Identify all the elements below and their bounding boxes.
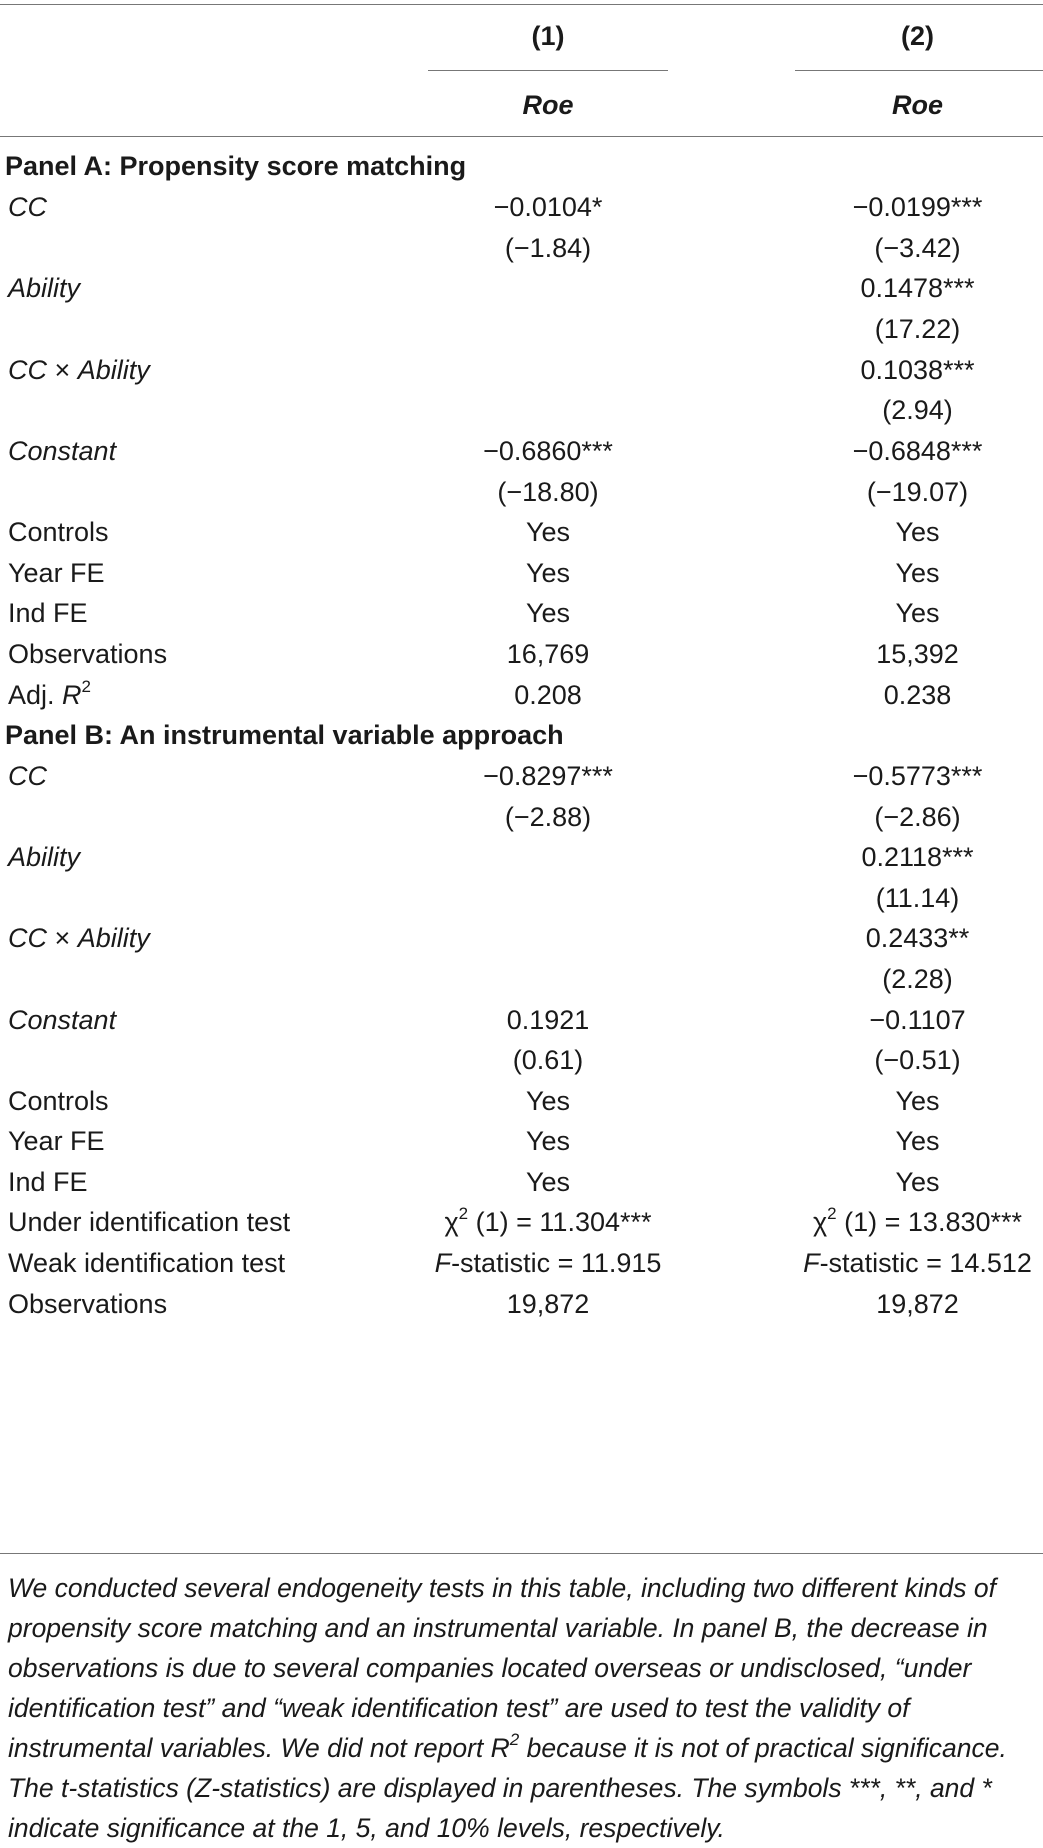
cell-col2: (−0.51) xyxy=(874,1045,961,1075)
chi-symbol: χ xyxy=(444,1207,459,1237)
label-part: CC xyxy=(8,923,47,953)
cell-col2: −0.1107 xyxy=(869,1005,966,1035)
row-label: Ind FE xyxy=(8,1167,88,1197)
chi-superscript: 2 xyxy=(458,1204,469,1223)
label-superscript: 2 xyxy=(81,677,91,696)
label-times: × xyxy=(47,355,78,385)
cell-col1: −0.0104* xyxy=(493,192,603,222)
row-label xyxy=(8,354,150,386)
row-label: CC xyxy=(8,192,47,222)
col2-variable: Roe xyxy=(891,90,943,120)
cell-col2: Yes xyxy=(895,1167,940,1197)
cell-col1: Yes xyxy=(525,1167,571,1197)
header-bottom-rule xyxy=(0,136,1043,137)
col1-number: (1) xyxy=(531,21,565,51)
row-label xyxy=(8,922,150,954)
row-label: Ind FE xyxy=(8,598,88,628)
cell-col2: (2.28) xyxy=(882,964,953,994)
row-label: Ability xyxy=(8,273,81,303)
cell-col1: Yes xyxy=(525,558,571,588)
cell-col1: 0.208 xyxy=(514,680,582,710)
row-label: Weak identification test xyxy=(8,1248,286,1278)
cell-col1: 16,769 xyxy=(506,639,590,669)
cell-col1: (0.61) xyxy=(512,1045,584,1075)
note-superscript: 2 xyxy=(509,1730,520,1750)
cell-col2: 19,872 xyxy=(876,1289,959,1319)
cell-col2: −0.0199*** xyxy=(852,192,983,222)
row-label: Under identification test xyxy=(8,1207,291,1237)
cell-col2: 0.2433** xyxy=(865,923,970,953)
row-label: Year FE xyxy=(8,558,105,588)
note-text: We conducted several endogeneity tests in this table, including two different kinds of propensity score matching and an instrumental variable. In panel B, the decrease in observations is due to several companies located overseas or undisclosed, “under identification test” and “weak identification test” are used to test the validity of instrumental variables. We did not report xyxy=(8,1573,996,1763)
cell-col2: (2.94) xyxy=(882,395,953,425)
cell-col2: (17.22) xyxy=(874,314,961,344)
chi-superscript: 2 xyxy=(827,1204,837,1223)
cell-col1: (−1.84) xyxy=(504,233,592,263)
f-value: -statistic = 11.915 xyxy=(451,1248,662,1278)
row-label: Constant xyxy=(8,1005,117,1035)
cell-col2: −0.5773*** xyxy=(852,761,983,791)
cell-col2: Yes xyxy=(895,517,940,547)
label-part: R xyxy=(62,680,82,710)
cell-col2: 15,392 xyxy=(876,639,959,669)
col2-header-rule xyxy=(795,70,1043,71)
label-part: Adj. xyxy=(8,680,63,710)
cell-col1: Yes xyxy=(525,1086,571,1116)
cell-col2: (11.14) xyxy=(875,883,960,913)
f-symbol: F xyxy=(803,1248,820,1278)
cell-col2: 0.2118*** xyxy=(861,842,974,872)
cell-col1: Yes xyxy=(525,517,571,547)
cell-col1 xyxy=(428,1247,668,1279)
cell-col1: Yes xyxy=(525,1126,571,1156)
row-label: Controls xyxy=(8,517,109,547)
row-label: Ability xyxy=(8,842,81,872)
cell-col1: −0.8297*** xyxy=(483,761,613,791)
col1-header-rule xyxy=(428,70,668,71)
panel-b-title: Panel B: An instrumental variable approach xyxy=(5,720,564,750)
cell-col2 xyxy=(795,1247,1040,1279)
cell-col1 xyxy=(428,1206,668,1238)
cell-col1: (−18.80) xyxy=(497,477,599,507)
cell-col1: Yes xyxy=(525,598,571,628)
row-label: Year FE xyxy=(8,1126,105,1156)
row-label: CC xyxy=(8,761,47,791)
chi-value: (1) = 11.304*** xyxy=(468,1207,652,1237)
label-part: Ability xyxy=(77,923,150,953)
table-bottom-rule xyxy=(0,1553,1043,1554)
cell-col2: Yes xyxy=(895,558,940,588)
chi-value: (1) = 13.830*** xyxy=(836,1207,1023,1237)
row-label xyxy=(8,679,91,711)
col1-variable: Roe xyxy=(522,90,574,120)
chi-symbol: χ xyxy=(812,1207,828,1237)
row-label: Observations xyxy=(8,639,168,669)
label-times: × xyxy=(47,923,78,953)
row-label: Constant xyxy=(8,436,117,466)
note-text: because it is not of practical significance. The t-statistics (Z-statistics) are displayed in parentheses. The symbols ***, **, and * indicate significance at the 1, 5, and 10% levels, respectively. xyxy=(8,1733,1007,1843)
cell-col2: Yes xyxy=(895,598,940,628)
cell-col2: Yes xyxy=(895,1126,940,1156)
row-label: Controls xyxy=(8,1086,109,1116)
cell-col1: −0.6860*** xyxy=(483,436,613,466)
cell-col2: 0.1478*** xyxy=(860,273,975,303)
cell-col2: Yes xyxy=(895,1086,940,1116)
cell-col2: 0.1038*** xyxy=(860,355,975,385)
cell-col1: (−2.88) xyxy=(504,802,592,832)
col2-number: (2) xyxy=(901,21,934,51)
label-part: Ability xyxy=(77,355,150,385)
f-symbol: F xyxy=(434,1248,452,1278)
cell-col2 xyxy=(795,1206,1040,1238)
cell-col1: 19,872 xyxy=(506,1289,590,1319)
table-footnote xyxy=(8,1568,1038,1848)
panel-a-title: Panel A: Propensity score matching xyxy=(5,151,467,181)
f-value: -statistic = 14.512 xyxy=(819,1248,1032,1278)
cell-col2: (−3.42) xyxy=(874,233,961,263)
top-rule xyxy=(0,4,1043,5)
cell-col2: (−19.07) xyxy=(866,477,969,507)
note-r: R xyxy=(490,1733,510,1763)
row-label: Observations xyxy=(8,1289,168,1319)
label-part: CC xyxy=(8,355,47,385)
cell-col2: −0.6848*** xyxy=(852,436,983,466)
cell-col2: (−2.86) xyxy=(874,802,961,832)
cell-col1: 0.1921 xyxy=(506,1005,590,1035)
cell-col2: 0.238 xyxy=(883,680,952,710)
